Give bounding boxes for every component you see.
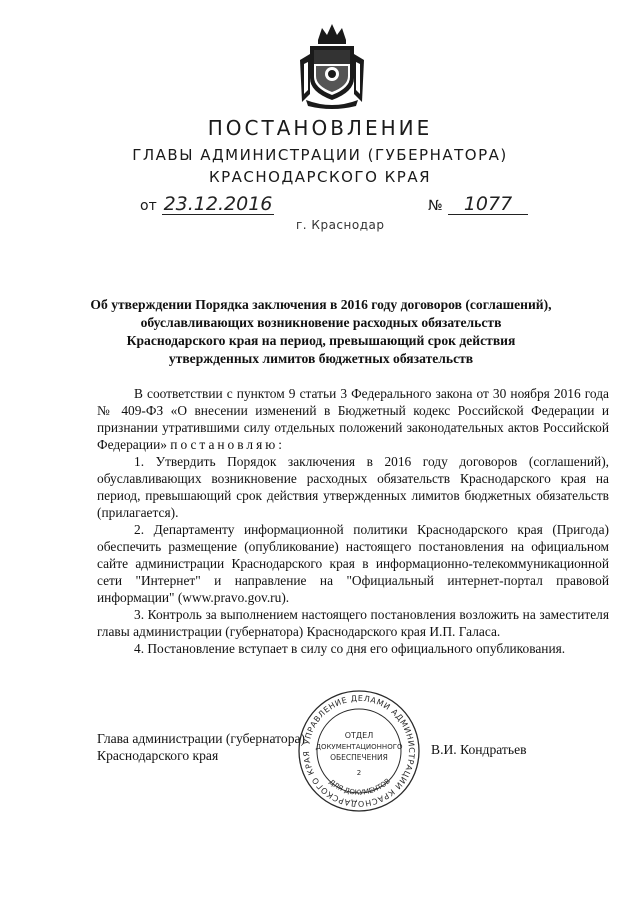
document-title: [80, 296, 562, 368]
official-round-stamp: [296, 688, 422, 814]
title-line: утвержденных лимитов бюджетных обязательств: [168, 351, 474, 366]
preamble-text: В соответствии с пунктом 9 статьи 3 Федерального закона от 30 ноября 2016 года № 409-ФЗ «О внесении изменений в Бюджетный кодекс Российской Федерации и признании утратившими силу отдельных положений законодательных актов Российской Федерации»: [97, 386, 609, 452]
handwritten-date: 23.12.2016: [163, 193, 273, 215]
signatory-position: [97, 730, 305, 764]
date-label: от: [140, 198, 157, 214]
stamp-bottom-text: ДЛЯ ДОКУМЕНТОВ: [327, 777, 392, 797]
number-label: №: [428, 198, 443, 214]
stamp-inner-line: ДОКУМЕНТАЦИОННОГО: [315, 743, 403, 751]
title-line: Краснодарского края на период, превышающий срок действия: [126, 333, 516, 348]
item-1-paragraph: 1. Утвердить Порядок заключения в 2016 году договоров (соглашений), обуславливающих возникновение расходных обязательств Краснодарского края на период, превышающий срок действия утвержденных лимитов бюджетных обязательств (прилагается).: [97, 454, 609, 520]
handwritten-number: 1077: [448, 194, 528, 215]
item-2-paragraph: 2. Департаменту информационной политики Краснодарского края (Пригода) обеспечить размещение (опубликование) настоящего постановления на официальном сайте администрации Краснодарского края в информационно-телекоммуникационной сети "Интернет" и направление на "Официальный интернет-портал правовой информации" (www.pravo.gov.ru).: [97, 522, 609, 605]
item-4-paragraph: 4. Постановление вступает в силу со дня его официального опубликования.: [134, 641, 566, 656]
stamp-number: 2: [356, 769, 362, 777]
region-heading: КРАСНОДАРСКОГО КРАЯ: [208, 168, 432, 186]
decree-word: постановляю:: [170, 437, 285, 452]
city-name: г. Краснодар: [296, 218, 385, 232]
position-line: Глава администрации (губернатора): [97, 731, 306, 746]
document-type-heading: ПОСТАНОВЛЕНИЕ: [207, 116, 433, 140]
title-line: обуславливающих возникновение расходных обязательств: [140, 315, 502, 330]
issuer-heading: ГЛАВЫ АДМИНИСТРАЦИИ (ГУБЕРНАТОРА): [132, 146, 508, 164]
position-line: Краснодарского края: [97, 748, 219, 763]
title-line: Об утверждении Порядка заключения в 2016 году договоров (соглашений),: [90, 297, 552, 312]
stamp-inner-line: ОТДЕЛ: [344, 731, 374, 740]
document-body: [97, 385, 609, 657]
signatory-name: В.И. Кондратьев: [431, 742, 527, 757]
stamp-inner-line: ОБЕСПЕЧЕНИЯ: [330, 753, 388, 762]
stamp-ring-text: УПРАВЛЕНИЕ ДЕЛАМИ АДМИНИСТРАЦИИ КРАСНОДАРСКОГО КРАЯ: [301, 693, 417, 809]
item-3-paragraph: 3. Контроль за выполнением настоящего постановления возложить на заместителя главы администрации (губернатора) Краснодарского края И.П. Галаса.: [97, 607, 609, 639]
coat-of-arms-emblem: [296, 20, 368, 110]
preamble-paragraph: [97, 385, 609, 453]
